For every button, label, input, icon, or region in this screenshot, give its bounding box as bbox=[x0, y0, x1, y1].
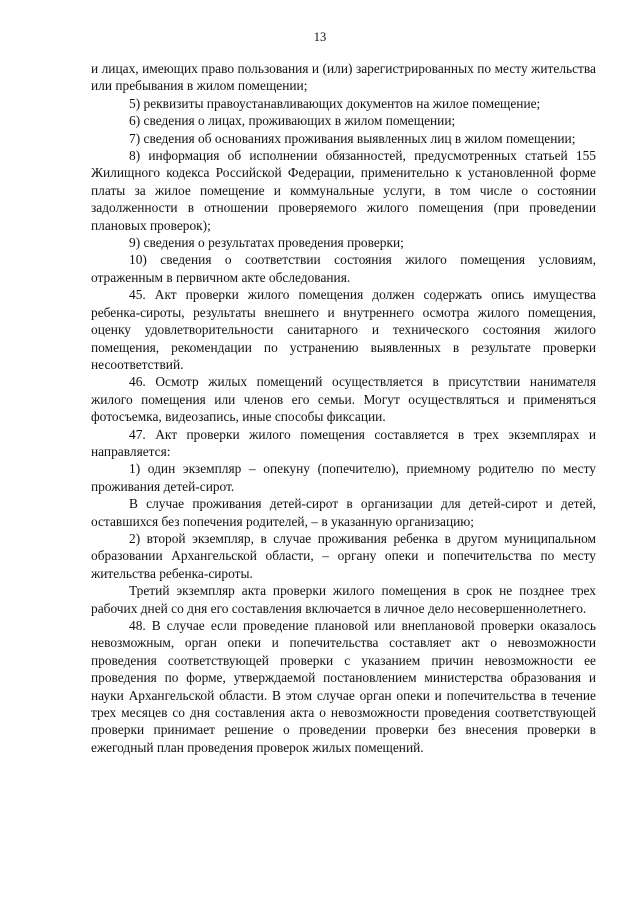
clause-46: 46. Осмотр жилых помещений осуществляется в присутствии нанимателя жилого помещения или членов его семьи. Могут осуществляться и применяться фотосъемка, видеозапись, иные способы фиксации. bbox=[91, 374, 596, 425]
page-number: 13 bbox=[313, 30, 327, 44]
list-item-10: 10) сведения о соответствии состояния жилого помещения условиям, отраженным в первичном акте обследования. bbox=[91, 252, 596, 285]
list-item-8: 8) информация об исполнении обязанностей, предусмотренных статьей 155 Жилищного кодекса Российской Федерации, применительно к установленной форме платы за жилое помещение и коммунальные услуги, в том числе о состоянии задолженности в отношении проверяемого жилого помещения (при проведении плановых проверок); bbox=[91, 148, 596, 233]
clause-45: 45. Акт проверки жилого помещения должен содержать опись имущества ребенка-сироты, результаты внешнего и внутреннего осмотра жилого помещения, оценку удовлетворительности санитарного и технического состояния жилого помещения, рекомендации по устранению выявленных в результате проверки несоответствий. bbox=[91, 287, 596, 372]
paragraph-continuation: и лицах, имеющих право пользования и (или) зарегистрированных по месту жительства или пребывания в жилом помещении; bbox=[91, 61, 596, 94]
clause-47-note: В случае проживания детей-сирот в организации для детей-сирот и детей, оставшихся без попечения родителей, – в указанную организацию; bbox=[91, 496, 596, 529]
list-item-9: 9) сведения о результатах проведения проверки; bbox=[129, 235, 404, 251]
document-body bbox=[91, 60, 596, 756]
clause-47-item-2: 2) второй экземпляр, в случае проживания ребенка в другом муниципальном образовании Архангельской области, – органу опеки и попечительства по месту жительства ребенка-сироты. bbox=[91, 530, 596, 581]
list-item-5: 5) реквизиты правоустанавливающих документов на жилое помещение; bbox=[129, 95, 541, 111]
clause-47-third-copy: Третий экземпляр акта проверки жилого помещения в срок не позднее трех рабочих дней со дня его составления включается в личное дело несовершеннолетнего. bbox=[91, 583, 596, 616]
clause-47: 47. Акт проверки жилого помещения составляется в трех экземплярах и направляется: bbox=[91, 426, 596, 459]
clause-47-item-1: 1) один экземпляр – опекуну (попечителю), приемному родителю по месту проживания детей-сирот. bbox=[91, 461, 596, 494]
list-item-7: 7) сведения об основаниях проживания выявленных лиц в жилом помещении; bbox=[129, 130, 576, 146]
list-item-6: 6) сведения о лицах, проживающих в жилом помещении; bbox=[129, 113, 456, 129]
clause-48: 48. В случае если проведение плановой или внеплановой проверки оказалось невозможным, орган опеки и попечительства составляет акт о невозможности проведения соответствующей проверки с указанием причин невозможности ее проведения по форме, утверждаемой постановлением министерства образования и науки Архангельской области. В этом случае орган опеки и попечительства в течение трех месяцев со дня составления акта о невозможности проведения соответствующей проверки принимает решение о проведении проверки без внесения проверки в ежегодный план проведения проверок жилых помещений. bbox=[91, 618, 596, 755]
